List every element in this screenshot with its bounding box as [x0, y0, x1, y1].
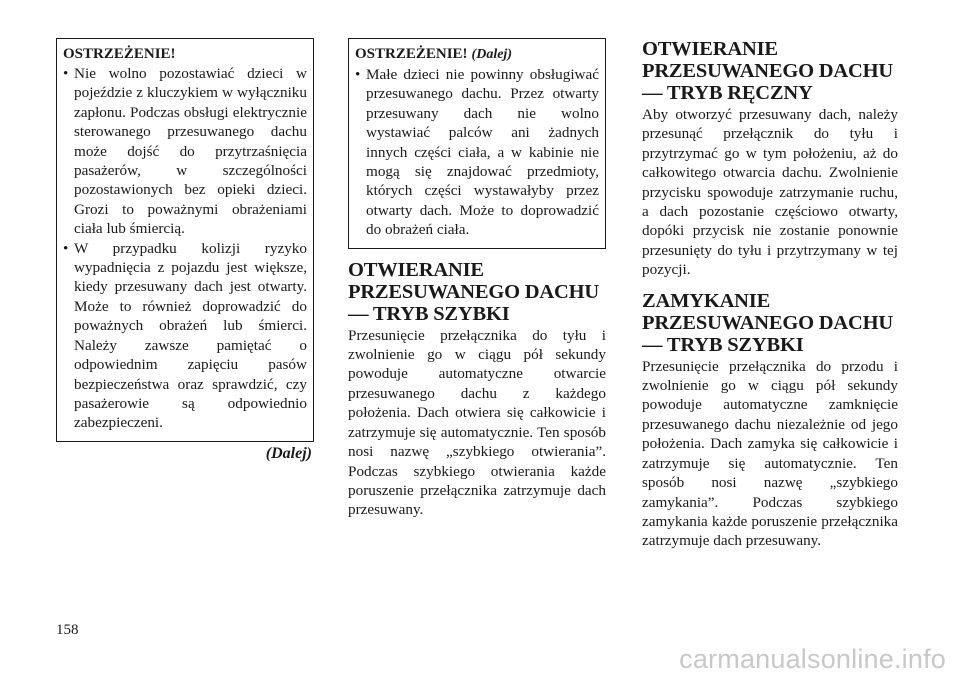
warning-title: OSTRZEŻENIE!: [63, 46, 176, 62]
section-body-express-open: Przesunięcie przełącznika do tyłu i zwolnienie go w ciągu pół sekundy powoduje automatyczne otwarcie przesuwanego dachu z każdego położenia. Dach otwiera się całkowicie i zatrzymuje się automatycznie. Ten sposób nosi nazwę „szybkiego otwierania”. Podczas szybkiego otwierania każde poruszenie przełącznika zatrzymuje dach przesuwany.: [348, 326, 606, 519]
section-heading-express-open: OTWIERANIE PRZESUWANEGO DACHU — TRYB SZYBKI: [348, 258, 599, 325]
warning-box-2: [348, 38, 606, 249]
middle-column: [348, 38, 606, 520]
watermark: carmanualsonline.info: [679, 644, 946, 674]
warning-continued-label: (Dalej): [471, 47, 512, 62]
page-number: 158: [56, 622, 79, 638]
warning-bullet: • W przypadku kolizji ryzyko wypadnięcia z pojazdu jest większe, kiedy przesuwany dach jest otwarty. Może to również doprowadzić do poważnych obrażeń lub śmierci. Należy zawsze pamiętać o odpowiednim zapięciu pasów bezpieczeństwa oraz sprawdzić, czy pasażerowie są odpowiednio zabezpieczeni.: [63, 239, 307, 432]
section-heading-express-close: ZAMYKANIE PRZESUWANEGO DACHU — TRYB SZYBKI: [642, 289, 893, 356]
left-column: [56, 38, 314, 463]
section-body-manual-open: Aby otworzyć przesuwany dach, należy przesunąć przełącznik do tyłu i przytrzymać go w tym położeniu, aż do całkowitego otwarcia dachu. Zwolnienie przycisku spowoduje zatrzymanie ruchu, a dach pozostanie częściowo otwarty, dopóki przycisk nie zostanie ponownie przesunięty do tyłu i przytrzymany w tej pozycji.: [642, 106, 898, 279]
right-column: [642, 38, 898, 551]
warning-bullet: • Małe dzieci nie powinny obsługiwać przesuwanego dachu. Przez otwarty przesuwany dach nie wolno wystawiać palców ani żadnych innych części ciała, a w kabinie nie mogą się znajdować przedmioty, których części wystawałyby przez otwarty dach. Może to doprowadzić do obrażeń ciała.: [355, 66, 599, 239]
warning-bullet: • Nie wolno pozostawiać dzieci w pojeździe z kluczykiem w wyłączniku zapłonu. Podczas obsługi elektrycznie sterowanego przesuwanego dachu może dojść do przytrzaśnięcia pasażerów, w szczególności pozostawionych bez opieki dzieci. Grozi to poważnymi obrażeniami ciała lub śmiercią.: [63, 65, 307, 238]
section-heading-manual-open: OTWIERANIE PRZESUWANEGO DACHU — TRYB RĘCZNY: [642, 38, 893, 104]
warning-list: [355, 65, 599, 240]
warning-title: OSTRZEŻENIE! (Dalej): [355, 46, 512, 62]
warning-box-1: [56, 38, 314, 442]
continued-label: (Dalej): [265, 444, 312, 462]
warning-list: [63, 64, 307, 433]
section-body-express-close: Przesunięcie przełącznika do przodu i zwolnienie go w ciągu pół sekundy powoduje automatyczne zamknięcie przesuwanego dachu niezależnie od jego położenia. Dach zamyka się całkowicie i zatrzymuje się automatycznie. Ten sposób nosi nazwę „szybkiego zamykania”. Podczas szybkiego zamykania każde poruszenie przełącznika zatrzymuje dach przesuwany.: [642, 357, 898, 550]
